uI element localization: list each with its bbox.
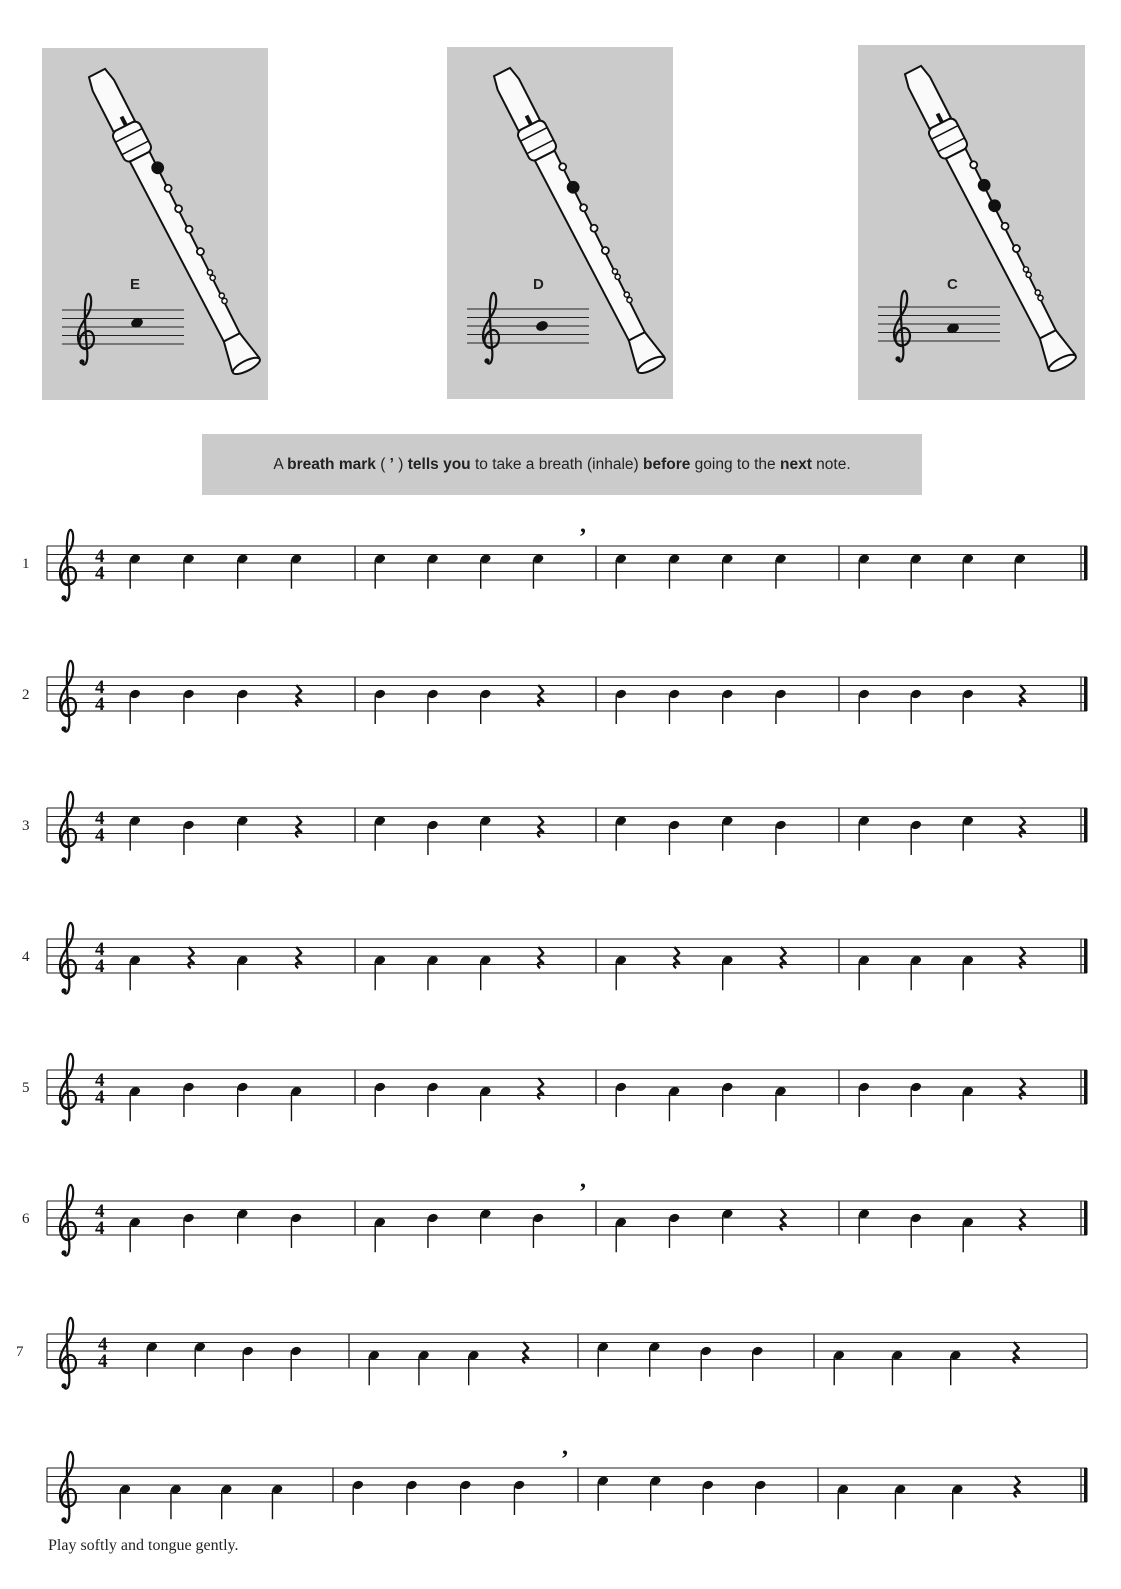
tip-text-part: going to the [690,455,780,473]
quarter-note [910,688,923,724]
time-signature-top: 4 [95,808,105,829]
time-signature-top: 4 [95,1070,105,1091]
final-barline-thick [1084,1468,1088,1502]
time-signature-top: 4 [95,546,105,567]
tip-text-part: ’ [389,455,394,473]
exercise-number: 6 [22,1211,30,1227]
quarter-note [910,819,923,855]
exercise-staff [47,1434,1088,1523]
treble-clef [60,923,76,994]
quarter-note [182,1212,195,1248]
quarter-note [352,1479,365,1515]
quarter-note [426,819,439,855]
time-signature-bottom: 4 [95,563,105,584]
quarter-note [751,1345,764,1381]
treble-clef [60,1054,76,1125]
tip-text-part: ( [375,455,390,473]
quarter-note [858,688,871,724]
treble-clef [60,661,76,732]
quarter-note [242,1345,255,1381]
exercise-staff [22,661,1088,732]
treble-clef [60,1185,76,1256]
quarter-note [426,1212,439,1248]
quarter-note [774,819,787,855]
time-signature-bottom: 4 [95,956,105,977]
final-barline-thick [1084,808,1088,842]
quarter-note [721,688,734,724]
treble-clef [60,1318,76,1389]
quarter-note [962,688,975,724]
quarter-note [426,1081,439,1117]
time-signature-top: 4 [95,677,105,698]
treble-clef [60,530,76,601]
quarter-note [374,688,387,724]
quarter-note [858,1081,871,1117]
time-signature-top: 4 [98,1334,108,1355]
exercise-staff [16,1318,1087,1389]
tip-text-part: to take a breath (inhale) [470,455,643,473]
tip-text-part: tells you [407,455,471,473]
treble-clef [60,1452,76,1523]
quarter-note [236,688,249,724]
breath-mark: , [562,1434,568,1460]
final-barline-thick [1084,939,1088,973]
quarter-note [290,1345,303,1381]
time-signature-bottom: 4 [95,1087,105,1108]
final-barline-thick [1084,1201,1088,1235]
fingering-note-label: C [947,276,958,293]
exercise-staff [22,1167,1088,1256]
fingering-note-label: D [533,276,544,293]
treble-clef [60,792,76,863]
quarter-note [910,1212,923,1248]
final-barline-thick [1084,546,1088,580]
quarter-note [702,1479,715,1515]
quarter-note [182,688,195,724]
exercise-number: 1 [22,556,30,572]
quarter-note [774,688,787,724]
tip-text-part: before [642,455,691,473]
quarter-note [182,1081,195,1117]
breath-mark: , [580,512,586,538]
exercise-number: 7 [16,1344,24,1360]
quarter-note [615,688,628,724]
final-barline-thick [1084,1070,1088,1104]
quarter-note [668,688,681,724]
quarter-note [479,688,492,724]
quarter-note [532,1212,545,1248]
quarter-note [700,1345,713,1381]
tip-text-part: next [779,455,812,473]
time-signature-top: 4 [95,1201,105,1222]
tip-text-part: A [273,455,288,473]
exercise-staff [22,792,1088,863]
quarter-note [910,1081,923,1117]
quarter-note [426,688,439,724]
tip-text-part: ) [393,455,408,473]
quarter-note [459,1479,472,1515]
quarter-note [236,1081,249,1117]
fingering-note-label: E [130,276,141,293]
breath-mark: , [580,1167,586,1193]
quarter-note [182,819,195,855]
exercise-staff [22,512,1088,601]
exercise-number: 5 [22,1080,30,1096]
time-signature-bottom: 4 [95,1218,105,1239]
time-signature-bottom: 4 [95,694,105,715]
time-signature-bottom: 4 [98,1351,108,1372]
exercise-staff [22,923,1088,994]
exercise-number: 3 [22,818,30,834]
final-barline-thick [1084,677,1088,711]
quarter-note [513,1479,526,1515]
quarter-note [374,1081,387,1117]
quarter-note [668,819,681,855]
quarter-note [129,688,142,724]
tip-text-part: note. [811,455,851,473]
quarter-note [668,1212,681,1248]
exercise-number: 4 [22,949,30,965]
quarter-note [754,1479,767,1515]
exercise-number: 2 [22,687,30,703]
quarter-note [615,1081,628,1117]
quarter-note [405,1479,418,1515]
time-signature-bottom: 4 [95,825,105,846]
quarter-note [721,1081,734,1117]
time-signature-top: 4 [95,939,105,960]
quarter-note [290,1212,303,1248]
tip-text-part: breath mark [287,455,376,473]
footnote: Play softly and tongue gently. [48,1537,239,1554]
exercise-staff [22,1054,1088,1125]
